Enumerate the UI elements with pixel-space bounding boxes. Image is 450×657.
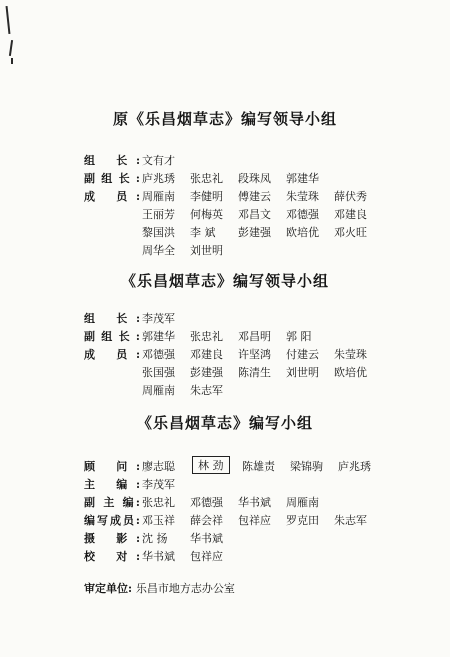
person-name: 刘世明 — [286, 366, 319, 379]
editor-label: 主 编: — [84, 478, 140, 491]
person-name: 张国强 — [142, 366, 175, 379]
advisor-label: 顾 问: — [84, 460, 140, 473]
approval-unit — [84, 580, 235, 596]
person-name: 包祥应 — [190, 550, 223, 563]
person-name: 周华全 — [142, 244, 175, 257]
person-name: 华书斌 — [190, 532, 223, 545]
person-name: 张忠礼 — [190, 172, 223, 185]
person-name: 邓昌明 — [238, 330, 271, 343]
person-name: 陈清生 — [238, 366, 271, 379]
person-name: 邓德强 — [142, 348, 175, 361]
person-name: 彭建强 — [190, 366, 223, 379]
boxed-person-name: 林 劲 — [192, 456, 230, 474]
person-name: 何梅英 — [190, 208, 223, 221]
person-name: 段珠凤 — [238, 172, 271, 185]
section-1-title: 原《乐昌烟草志》编写领导小组 — [112, 110, 337, 128]
person-name: 张忠礼 — [190, 330, 223, 343]
person-name: 庐兆琇 — [338, 460, 371, 473]
person-name: 邓昌文 — [238, 208, 271, 221]
person-name: 欧培优 — [286, 226, 319, 239]
person-name: 华书斌 — [238, 496, 271, 509]
person-name: 梁锦驹 — [290, 460, 323, 473]
scan-mark — [9, 40, 13, 56]
leader-label: 组 长: — [84, 312, 140, 325]
person-name: 邓德强 — [286, 208, 319, 221]
person-name: 刘世明 — [190, 244, 223, 257]
person-name: 庐兆琇 — [142, 172, 175, 185]
person-name: 李 斌 — [190, 226, 216, 239]
person-name: 傅建云 — [238, 190, 271, 203]
person-name: 李茂军 — [142, 312, 175, 325]
deputy-label: 副组长: — [84, 172, 140, 185]
person-name: 邓玉祥 — [142, 514, 175, 527]
person-name: 朱莹珠 — [286, 190, 319, 203]
person-name: 邓建良 — [190, 348, 223, 361]
leader-label: 组 长: — [84, 154, 140, 167]
approval-unit-value: 乐昌市地方志办公室 — [135, 582, 235, 595]
scan-mark — [6, 6, 11, 34]
person-name: 周雁南 — [142, 190, 175, 203]
members-label: 成 员: — [84, 348, 140, 361]
photography-label: 摄 影: — [84, 532, 140, 545]
section-2-title: 《乐昌烟草志》编写领导小组 — [120, 272, 329, 290]
person-name: 朱莹珠 — [334, 348, 367, 361]
person-name: 王丽芳 — [142, 208, 175, 221]
person-name: 周雁南 — [286, 496, 319, 509]
proofread-label: 校 对: — [84, 550, 140, 563]
deputy-editor-label: 副 主 编: — [84, 496, 140, 509]
person-name: 廖志聪 — [142, 460, 175, 473]
person-name: 邓德强 — [190, 496, 223, 509]
person-name: 邓火旺 — [334, 226, 367, 239]
person-name: 郭 阳 — [286, 330, 312, 343]
person-name: 华书斌 — [142, 550, 175, 563]
person-name: 黎国洪 — [142, 226, 175, 239]
person-name: 李茂军 — [142, 478, 175, 491]
person-name: 张忠礼 — [142, 496, 175, 509]
approval-unit-label: 审定单位: — [84, 582, 133, 595]
members-label: 成 员: — [84, 190, 140, 203]
person-name: 文有才 — [142, 154, 175, 167]
person-name: 薛会祥 — [190, 514, 223, 527]
person-name: 彭建强 — [238, 226, 271, 239]
person-name: 付建云 — [286, 348, 319, 361]
person-name: 朱志军 — [190, 384, 223, 397]
person-name: 包祥应 — [238, 514, 271, 527]
person-name: 郭建华 — [286, 172, 319, 185]
person-name: 欧培优 — [334, 366, 367, 379]
scan-mark — [11, 58, 13, 64]
section-3-title: 《乐昌烟草志》编写小组 — [136, 414, 313, 432]
person-name: 沈 扬 — [142, 532, 168, 545]
person-name: 邓建良 — [334, 208, 367, 221]
person-name: 陈雄责 — [242, 460, 275, 473]
person-name: 朱志军 — [334, 514, 367, 527]
person-name: 许坚鸿 — [238, 348, 271, 361]
deputy-label: 副组长: — [84, 330, 140, 343]
person-name: 郭建华 — [142, 330, 175, 343]
person-name: 薛伏秀 — [334, 190, 367, 203]
writers-label: 编写成员: — [84, 514, 140, 527]
person-name: 罗克田 — [286, 514, 319, 527]
person-name: 周雁南 — [142, 384, 175, 397]
person-name: 李健明 — [190, 190, 223, 203]
